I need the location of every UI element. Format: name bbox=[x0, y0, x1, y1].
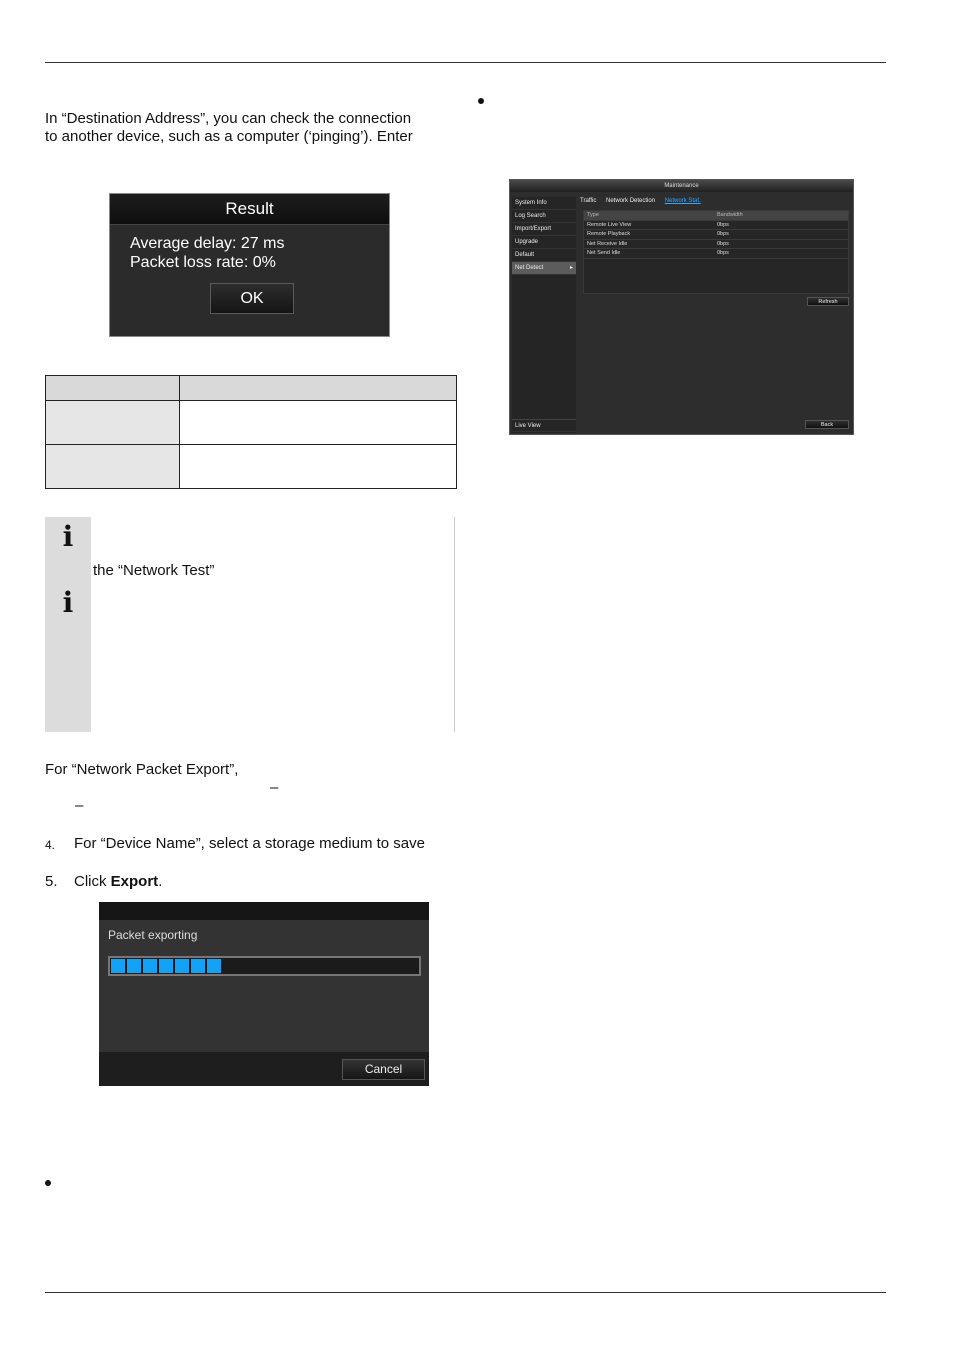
header-rule bbox=[45, 62, 886, 63]
refresh-button[interactable]: Refresh bbox=[807, 297, 849, 306]
table-header-cell-2 bbox=[180, 376, 456, 401]
progress-segment bbox=[111, 959, 125, 973]
progress-segment bbox=[175, 959, 189, 973]
column-type: Type bbox=[587, 212, 599, 218]
progress-segment bbox=[207, 959, 221, 973]
bullet-dot bbox=[478, 98, 484, 104]
sidebar-item-net-detect[interactable] bbox=[512, 262, 576, 275]
footer-rule bbox=[45, 1292, 886, 1293]
table-row bbox=[584, 240, 848, 250]
table-row bbox=[584, 230, 848, 240]
export-dialog bbox=[99, 902, 429, 1086]
export-label: Export bbox=[110, 873, 159, 890]
row-type: Net Send Idle bbox=[587, 250, 621, 256]
network-stat-table bbox=[583, 210, 849, 294]
row-type: Remote Playback bbox=[587, 231, 631, 237]
progress-segment bbox=[191, 959, 205, 973]
dash-1: – bbox=[270, 779, 279, 796]
cancel-button[interactable]: Cancel bbox=[342, 1059, 425, 1080]
sidebar-item-default[interactable]: Default bbox=[512, 249, 576, 262]
row-type: Remote Live View bbox=[587, 221, 632, 228]
bullet-dot bbox=[45, 1180, 51, 1186]
row-bandwidth: 0bps bbox=[717, 240, 729, 247]
back-button[interactable]: Back bbox=[805, 420, 849, 429]
table-row-1-value bbox=[180, 401, 456, 445]
intro-line-2: to another device, such as a computer (‘pinging’). Enter bbox=[45, 128, 413, 145]
intro-line-1: In “Destination Address”, you can check the connection bbox=[45, 110, 412, 127]
progress-segment bbox=[159, 959, 173, 973]
row-bandwidth: 0bps bbox=[717, 231, 729, 237]
maintenance-window bbox=[509, 179, 854, 435]
sidebar-item-log-search[interactable]: Log Search bbox=[512, 210, 576, 223]
step-5-suffix: . bbox=[158, 873, 163, 890]
tab-network-detection[interactable]: Network Detection bbox=[606, 198, 656, 204]
info-box-border bbox=[454, 517, 455, 732]
sidebar-item-system-info[interactable]: System Info bbox=[512, 197, 576, 210]
table-row-1-label bbox=[46, 401, 180, 445]
progress-segment bbox=[143, 959, 157, 973]
row-bandwidth: 0bps bbox=[717, 221, 729, 228]
info-sidebar bbox=[45, 517, 91, 732]
tab-network-stat[interactable]: Network Stat. bbox=[664, 198, 701, 204]
table-row bbox=[584, 249, 848, 259]
table-row bbox=[584, 221, 848, 231]
result-dialog bbox=[109, 193, 390, 337]
packet-exporting-label: Packet exporting bbox=[108, 928, 198, 942]
export-dialog-titlebar bbox=[99, 902, 429, 920]
sidebar-item-upgrade[interactable]: Upgrade bbox=[512, 236, 576, 249]
column-bandwidth: Bandwidth bbox=[717, 212, 743, 218]
step-4-text: For “Device Name”, select a storage medium to save bbox=[74, 835, 425, 852]
maintenance-tabs bbox=[580, 198, 709, 204]
row-type: Net Receive Idle bbox=[587, 240, 628, 247]
average-delay-text: Average delay: 27 ms bbox=[130, 235, 285, 252]
sidebar-item-live-view[interactable]: Live View bbox=[512, 419, 576, 432]
step-5-prefix: Click bbox=[74, 873, 111, 890]
step-5-number: 5. bbox=[45, 873, 58, 890]
maintenance-sidebar bbox=[512, 197, 576, 433]
progress-segment bbox=[127, 959, 141, 973]
parameter-table bbox=[45, 375, 457, 489]
info-icon: i bbox=[62, 586, 74, 619]
sidebar-item-net-detect-label: Net Detect bbox=[515, 265, 544, 271]
export-progress-bar bbox=[108, 956, 421, 976]
step-5-text bbox=[74, 873, 162, 891]
sidebar-item-import-export[interactable]: Import/Export bbox=[512, 223, 576, 236]
result-dialog-title: Result bbox=[110, 194, 389, 225]
table-row-2-value bbox=[180, 445, 456, 488]
dash-2: – bbox=[75, 797, 84, 814]
info-icon: i bbox=[62, 520, 74, 553]
packet-export-text: For “Network Packet Export”, bbox=[45, 761, 239, 778]
table-header bbox=[584, 211, 848, 221]
chevron-right-icon: ▸ bbox=[569, 265, 573, 271]
tab-traffic[interactable]: Traffic bbox=[580, 198, 597, 204]
network-test-text: the “Network Test” bbox=[93, 562, 215, 579]
row-bandwidth: 0bps bbox=[717, 250, 729, 256]
step-4-number: 4. bbox=[45, 838, 56, 852]
table-header-cell-1 bbox=[46, 376, 180, 401]
packet-loss-text: Packet loss rate: 0% bbox=[130, 254, 276, 271]
table-row-2-label bbox=[46, 445, 180, 488]
maintenance-title: Maintenance bbox=[510, 180, 853, 192]
ok-button[interactable]: OK bbox=[210, 283, 294, 314]
